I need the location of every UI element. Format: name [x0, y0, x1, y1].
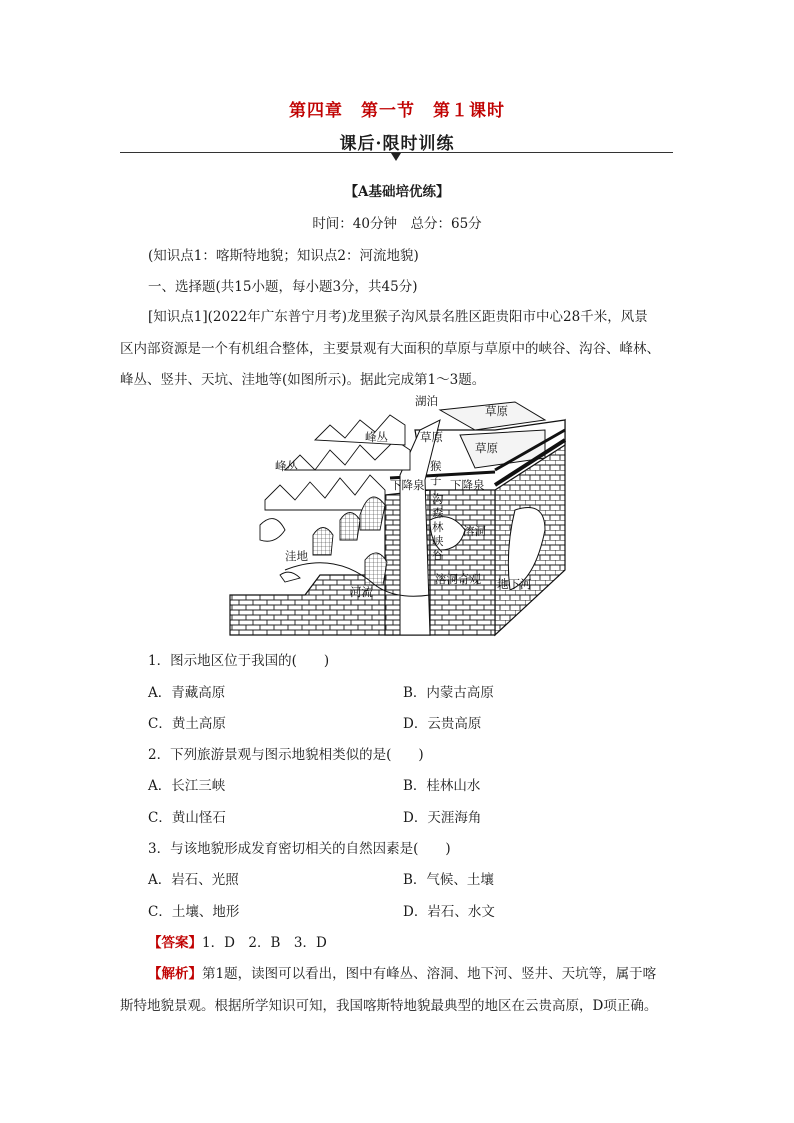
- section-title: 【A基础培优练】: [344, 184, 450, 200]
- label-river: 河流: [350, 585, 373, 599]
- label-lin: 林: [432, 520, 444, 534]
- label-depression: 洼地: [285, 549, 308, 563]
- q3-option-a[interactable]: A．岩石、光照: [148, 872, 239, 888]
- knowledge-points: (知识点1：喀斯特地貌；知识点2：河流地貌): [148, 248, 419, 264]
- karst-landform-figure: [225, 390, 585, 640]
- q2-option-b[interactable]: B．桂林山水: [403, 778, 481, 794]
- question-1-stem: 1．图示地区位于我国的( ): [148, 653, 330, 669]
- answer-text: 1．D 2．B 3．D: [202, 935, 327, 951]
- q1-option-d[interactable]: D．云贵高原: [403, 716, 482, 732]
- label-cave-wonder: 溶洞奇观: [435, 572, 481, 586]
- label-canyon-1: 峡: [432, 534, 444, 548]
- q1-option-a[interactable]: A．青藏高原: [148, 685, 226, 701]
- q3-option-d[interactable]: D．岩石、水文: [403, 904, 495, 920]
- label-zi: 子: [430, 473, 442, 487]
- triangle-down-icon: [391, 153, 401, 161]
- label-monkey: 猴: [430, 459, 442, 473]
- q1-option-b[interactable]: B．内蒙古高原: [403, 685, 494, 701]
- label-cave: 溶洞: [463, 524, 486, 538]
- q2-option-d[interactable]: D．天涯海角: [403, 810, 482, 826]
- time-info: 时间：40分钟 总分：65分: [312, 216, 482, 232]
- q3-option-c[interactable]: C．土壤、地形: [148, 904, 240, 920]
- karst-tower-2: [340, 513, 360, 541]
- intro-line-2: 区内部资源是一个有机组合整体，主要景观有大面积的草原与草原中的峡谷、沟谷、峰林、: [120, 341, 660, 357]
- q1-option-c[interactable]: C．黄土高原: [148, 716, 226, 732]
- intro-line-1: [知识点1](2022年广东普宁月考)龙里猴子沟风景名胜区距贵阳市中心28千米，风景: [148, 309, 648, 325]
- label-peak-cluster-2: 峰丛: [275, 459, 298, 473]
- analysis-text-1: 第1题，读图可以看出，图中有峰丛、溶洞、地下河、竖井、天坑等，属于喀: [202, 966, 657, 982]
- answer-line: [148, 931, 327, 951]
- page-subtitle: 课后·限时训练: [339, 134, 455, 154]
- q3-option-b[interactable]: B．气候、土壤: [403, 872, 494, 888]
- chapter-title: 第四章 第一节 第１课时: [289, 101, 505, 121]
- analysis-label: 【解析】: [148, 966, 202, 982]
- label-grass-3: 草原: [475, 441, 498, 455]
- q2-option-a[interactable]: A．长江三峡: [148, 778, 226, 794]
- label-forest: 森: [432, 506, 444, 520]
- analysis-line-1: [148, 962, 656, 982]
- label-underground-river: 地下河: [497, 577, 532, 591]
- label-grass-2: 草原: [420, 430, 443, 444]
- intro-line-3: 峰丛、竖井、天坑、洼地等(如图所示)。据此完成第1～3题。: [120, 372, 486, 388]
- answer-label: 【答案】: [148, 935, 202, 951]
- question-2-stem: 2．下列旅游景观与图示地貌相类似的是( ): [148, 747, 424, 763]
- label-spring-2: 下降泉: [450, 478, 485, 492]
- label-grass-1: 草原: [485, 404, 508, 418]
- analysis-line-2: 斯特地貌景观。根据所学知识可知，我国喀斯特地貌最典型的地区在云贵高原，D项正确。: [120, 998, 658, 1014]
- label-lake: 湖泊: [415, 394, 438, 408]
- label-spring-1: 下降泉: [390, 478, 425, 492]
- label-gully: 沟: [432, 492, 444, 506]
- q2-option-c[interactable]: C．黄山怪石: [148, 810, 226, 826]
- part-heading: 一、选择题(共15小题，每小题3分，共45分): [148, 279, 418, 295]
- label-peak-cluster-1: 峰丛: [365, 430, 388, 444]
- karst-tower-3: [313, 528, 333, 556]
- peak-cluster-3: [315, 415, 405, 445]
- question-3-stem: 3．与该地貌形成发育密切相关的自然因素是( ): [148, 841, 451, 857]
- label-canyon-2: 谷: [432, 548, 444, 562]
